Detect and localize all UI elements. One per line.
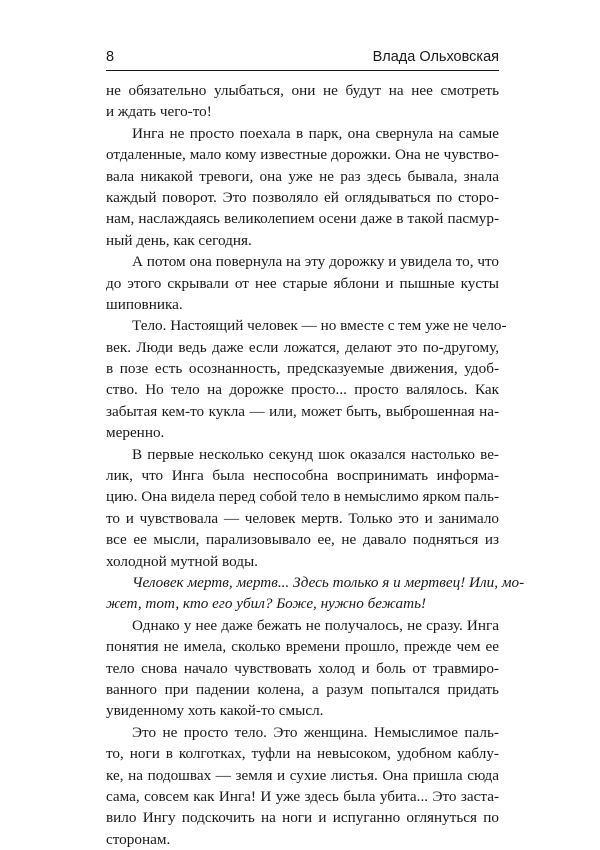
text-line: меренно. — [106, 424, 165, 442]
text-line: лик, что Инга была неспособна воспринимать информа- — [106, 467, 499, 485]
text-line: забытая кем-то кукла — или, может быть, выброшенная на- — [106, 402, 499, 420]
text-line: ный день, как сегодня. — [106, 231, 252, 249]
text-line: и ждать чего-то! — [106, 103, 212, 121]
text-line: шиповника. — [106, 295, 183, 313]
text-line: холодной мутной воды. — [106, 552, 258, 570]
paragraph — [106, 80, 499, 123]
text-line: Тело. Настоящий человек — но вместе с тем уже не чело- — [132, 317, 507, 335]
paragraph — [106, 123, 499, 251]
text-line: все ее мысли, парализовывало ее, не давало подняться из — [106, 531, 499, 549]
text-line: В первые несколько секунд шок оказался настолько ве- — [132, 445, 499, 463]
paragraph — [106, 444, 499, 572]
text-line: ство. Но тело на дорожке просто... просто валялось. Как — [106, 381, 499, 399]
text-line: жет, тот, кто его убил? Боже, нужно бежать! — [106, 595, 427, 613]
text-line: вило Ингу подскочить на ноги и испуганно оглянуться по — [106, 809, 499, 827]
paragraph — [106, 615, 499, 722]
text-line: Однако у нее даже бежать не получалось, не сразу. Инга — [132, 616, 499, 634]
paragraph — [106, 251, 499, 315]
paragraph — [106, 315, 507, 443]
text-line: век. Люди ведь даже если ложатся, делают это по-другому, — [106, 338, 499, 356]
paragraph — [106, 722, 499, 850]
text-line: до этого скрывали от нее старые яблони и пышные кусты — [106, 274, 499, 292]
text-line: увиденному хоть какой-то смысл. — [106, 702, 324, 720]
body-text — [106, 80, 525, 850]
text-line: Это не просто тело. Это женщина. Немыслимое паль- — [132, 723, 499, 741]
text-line: вала никакой тревоги, она уже не раз здесь бывала, знала — [106, 167, 499, 185]
running-head-author: Влада Ольховская — [372, 49, 499, 65]
text-line: отдаленные, мало кому известные дорожки. Она не чувство- — [106, 146, 499, 164]
page-header — [106, 49, 499, 69]
text-line: тело снова начало чувствовать холод и боль от травмиро- — [106, 659, 499, 677]
text-line: в позе есть осознанность, предсказуемые движения, удоб- — [106, 360, 499, 378]
text-line: нам, наслаждаясь великолепием осени даже в такой пасмур- — [106, 210, 499, 228]
text-line: то и чувствовала — человек мертв. Только это и занимало — [106, 509, 499, 527]
header-rule — [106, 70, 499, 71]
text-line: ке, на подошвах — земля и сухие листья. Она пришла сюда — [106, 766, 499, 784]
italic-paragraph — [106, 572, 525, 615]
text-line: цию. Она видела перед собой тело в немыслимо ярком паль- — [106, 488, 499, 506]
text-line: понятия не имела, сколько времени прошло, прежде чем ее — [106, 638, 499, 656]
text-line: не обязательно улыбаться, они не будут на нее смотреть — [106, 82, 499, 99]
text-line: ванного при падении колена, а разум попытался придать — [106, 680, 499, 698]
page-number: 8 — [106, 49, 115, 65]
text-line: то, ноги в колготках, туфли на невысоком, удобном каблу- — [106, 745, 499, 763]
text-line: А потом она повернула на эту дорожку и увидела то, что — [132, 253, 499, 271]
text-line: сторонам. — [106, 830, 171, 848]
text-line: каждый поворот. Это позволяло ей оглядываться по сторо- — [106, 188, 499, 206]
text-line: Инга не просто поехала в парк, она свернула на самые — [132, 124, 499, 142]
text-line: Человек мертв, мертв... Здесь только я и мертвец! Или, мо- — [132, 573, 525, 591]
text-line: сама, совсем как Инга! И уже здесь была убита... Это заста- — [106, 787, 499, 805]
